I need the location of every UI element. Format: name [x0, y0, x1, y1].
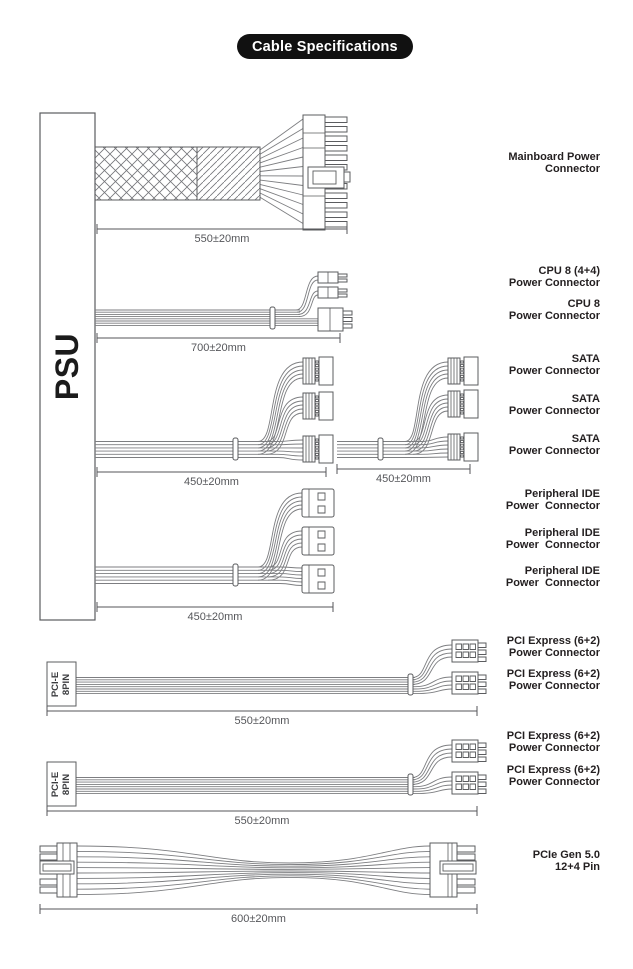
pcie-6plus2-connector [452, 640, 486, 662]
cable-pcie-2 [47, 740, 486, 806]
dimension-text: 550±20mm [194, 233, 250, 245]
pcie-6plus2-connector [452, 772, 486, 794]
cable-cpu [95, 272, 352, 331]
sata-connector [448, 433, 478, 461]
ide-molex-connector [302, 527, 334, 555]
pcie-8pin-box-label: PCI-E 8PIN [50, 771, 72, 797]
sata-connector [303, 357, 333, 385]
cable-tie [408, 674, 413, 695]
connector-label-cpu-4plus4: CPU 8 (4+4) Power Connector [508, 265, 600, 289]
page-title: Cable Specifications [252, 38, 398, 55]
cpu-4plus4-connector [318, 272, 347, 298]
cable-peripheral-ide [95, 489, 334, 593]
connector-label-pcie-gen5: PCIe Gen 5.0 12+4 Pin [532, 849, 600, 873]
12vhpwr-connector-right [430, 843, 476, 897]
connector-label-sata: SATA Power Connector [508, 433, 600, 457]
sata-connector [303, 435, 333, 463]
psu-label: PSU [49, 332, 86, 401]
connector-label-cpu8: CPU 8 Power Connector [508, 298, 600, 322]
cable-mainboard-24pin [95, 115, 350, 230]
connector-label-mainboard: Mainboard Power Connector [508, 151, 600, 175]
cable-sata-1 [95, 357, 333, 463]
cable-tie [378, 438, 383, 460]
connector-label-pcie: PCI Express (6+2) Power Connector [506, 764, 600, 788]
dimension-text: 700±20mm [191, 342, 246, 354]
connector-label-ide: Peripheral IDE Power Connector [505, 488, 600, 512]
sleeve-end [197, 147, 260, 200]
connector-label-sata: SATA Power Connector [508, 353, 600, 377]
psu-box [40, 113, 95, 620]
connector-label-ide: Peripheral IDE Power Connector [505, 565, 600, 589]
dimension-text: 450±20mm [187, 611, 243, 623]
dimension-text: 550±20mm [234, 715, 290, 727]
ide-molex-connector [302, 489, 334, 517]
dimension-text: 450±20mm [184, 476, 239, 488]
sata-connector [303, 392, 333, 420]
pcie-8pin-box [47, 762, 76, 806]
cable-tie [408, 774, 413, 795]
ide-molex-connector [302, 565, 334, 593]
pcie-6plus2-connector [452, 740, 486, 762]
cable-12vhpwr [40, 843, 476, 897]
dimension-text: 600±20mm [231, 913, 286, 925]
pcie-6plus2-connector [452, 672, 486, 694]
dimension-text: 450±20mm [376, 473, 431, 485]
cable-tie [270, 307, 275, 329]
dimension-text: 550±20mm [234, 815, 290, 827]
cable-sata-2 [337, 357, 478, 461]
connector-label-pcie: PCI Express (6+2) Power Connector [506, 635, 600, 659]
pcie-8pin-box-label: PCI-E 8PIN [50, 671, 72, 697]
12vhpwr-connector-left [40, 843, 77, 897]
sata-connector [448, 357, 478, 385]
cable-tie [233, 564, 238, 586]
cable-tie [233, 438, 238, 460]
connector-label-pcie: PCI Express (6+2) Power Connector [506, 730, 600, 754]
dimension-lines [40, 224, 477, 914]
connector-label-ide: Peripheral IDE Power Connector [505, 527, 600, 551]
pcie-8pin-box [47, 662, 76, 706]
connector-label-pcie: PCI Express (6+2) Power Connector [506, 668, 600, 692]
sata-connector [448, 390, 478, 418]
cable-pcie-1 [47, 640, 486, 706]
cpu-8pin-connector [318, 308, 352, 331]
connector-label-sata: SATA Power Connector [508, 393, 600, 417]
braided-sleeve [95, 147, 197, 200]
